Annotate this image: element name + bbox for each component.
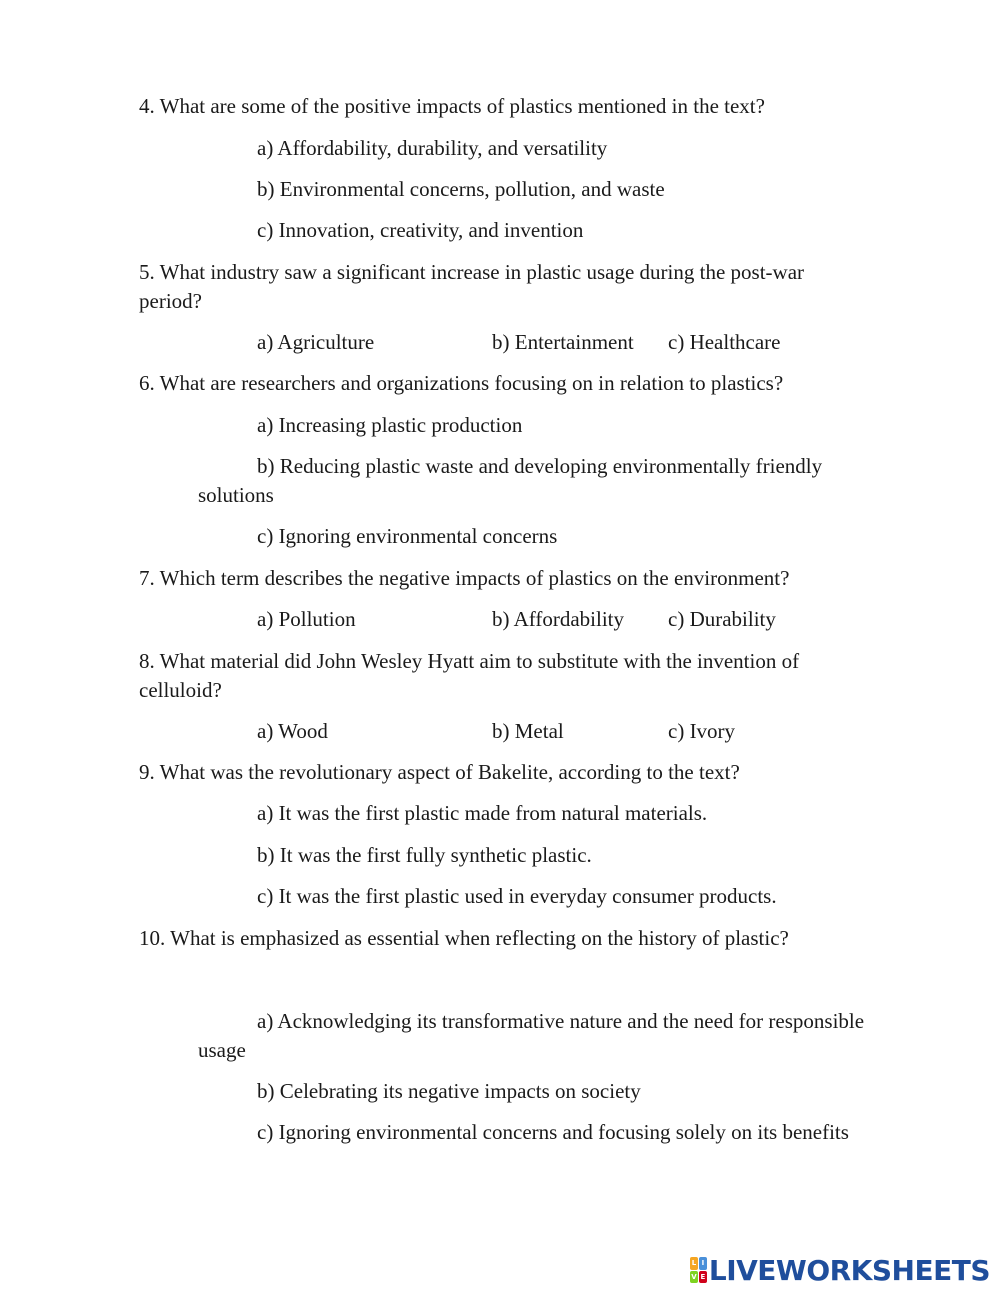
question-10: 10. What is emphasized as essential when reflecting on the history of plastic? [139,926,789,950]
q8-option-b: b) Metal [492,719,564,743]
q10-option-c: c) Ignoring environmental concerns and focusing solely on its benefits [257,1120,849,1144]
q4-option-a: a) Affordability, durability, and versatility [257,136,608,160]
question-4: 4. What are some of the positive impacts of plastics mentioned in the text? [139,94,765,118]
q10-option-a-line-2: usage [198,1038,246,1062]
q4-option-c: c) Innovation, creativity, and invention [257,218,584,242]
brand-wordmark: LIVEWORKSHEETS [708,1253,990,1287]
q9-option-b: b) It was the first fully synthetic plastic. [257,843,592,867]
q6-option-b-line-2: solutions [198,483,274,507]
q10-option-b: b) Celebrating its negative impacts on society [257,1079,641,1103]
question-6: 6. What are researchers and organizations focusing on in relation to plastics? [139,371,784,395]
q7-option-a: a) Pollution [257,607,356,631]
question-5-line-2: period? [139,289,202,313]
q5-option-c: c) Healthcare [668,330,781,354]
q9-option-c: c) It was the first plastic used in everyday consumer products. [257,884,777,908]
liveworksheets-brand[interactable] [690,1250,990,1290]
q6-option-c: c) Ignoring environmental concerns [257,524,558,548]
logo-tile-l: L [690,1257,698,1270]
q6-option-b-line-1: b) Reducing plastic waste and developing environmentally friendly [257,454,823,478]
logo-tile-v: V [690,1271,698,1284]
question-8-line-1: 8. What material did John Wesley Hyatt aim to substitute with the invention of [139,649,800,673]
question-5-line-1: 5. What industry saw a significant increase in plastic usage during the post-war [139,260,805,284]
q7-option-b: b) Affordability [492,607,625,631]
q5-option-a: a) Agriculture [257,330,375,354]
q4-option-b: b) Environmental concerns, pollution, and waste [257,177,665,201]
q8-option-a: a) Wood [257,719,328,743]
q7-option-c: c) Durability [668,607,776,631]
question-7: 7. Which term describes the negative impacts of plastics on the environment? [139,566,790,590]
logo-tile-e: E [699,1271,707,1284]
q6-option-a: a) Increasing plastic production [257,413,523,437]
q9-option-a: a) It was the first plastic made from natural materials. [257,801,708,825]
liveworksheets-logo-icon [690,1257,707,1283]
q8-option-c: c) Ivory [668,719,736,743]
question-9: 9. What was the revolutionary aspect of Bakelite, according to the text? [139,760,740,784]
q5-option-b: b) Entertainment [492,330,634,354]
q10-option-a-line-1: a) Acknowledging its transformative nature and the need for responsible [257,1009,865,1033]
logo-tile-i: I [699,1257,707,1270]
question-8-line-2: celluloid? [139,678,222,702]
